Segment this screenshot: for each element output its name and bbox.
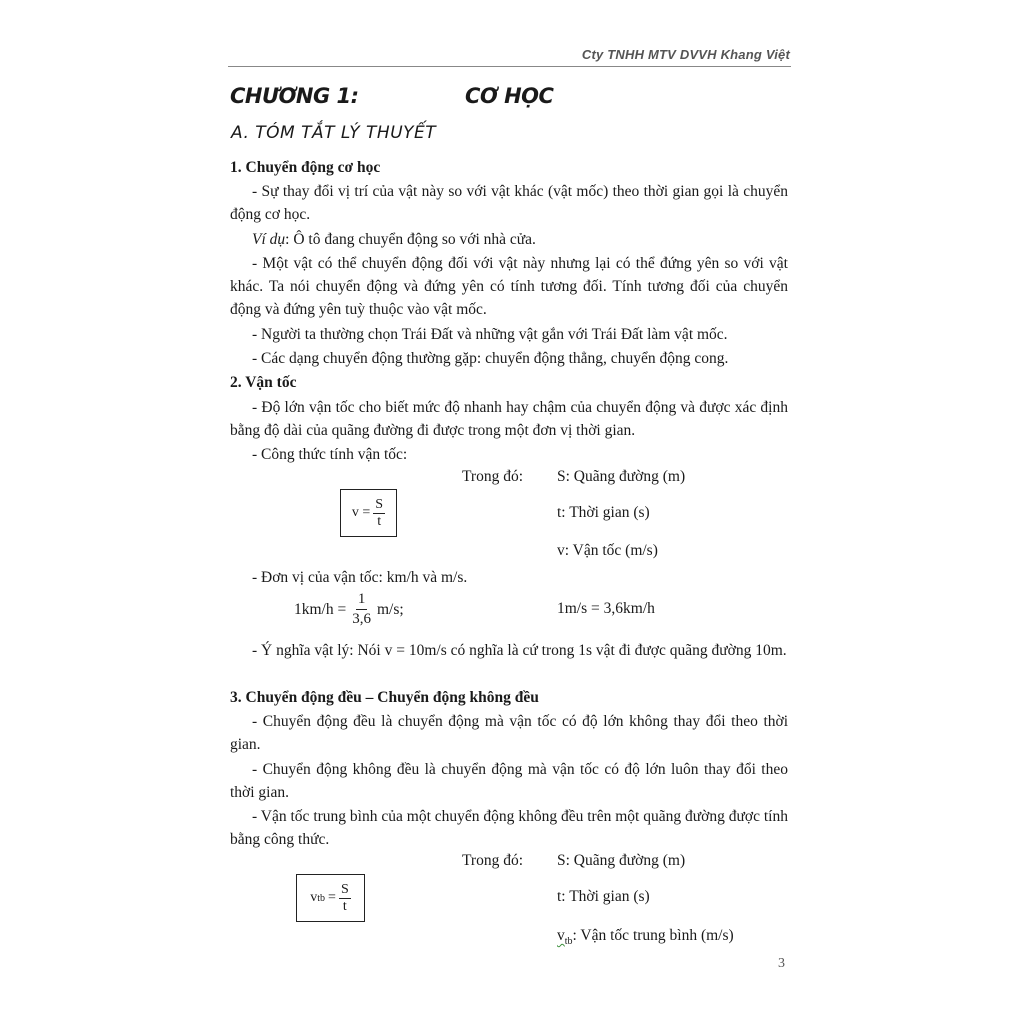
avg-velocity-formula-box — [296, 874, 365, 922]
avg-velocity-v: v — [557, 927, 565, 944]
velocity-formula-box — [340, 489, 397, 537]
conversion-kmh — [294, 590, 404, 629]
formula-lhs: v = — [351, 505, 371, 520]
avg-fraction-denominator: t — [342, 898, 347, 914]
s1-paragraph-2: - Một vật có thể chuyển động đối với vật này nhưng lại có thể đứng yên so với vật khác. Ta nói chuyển động và đứng yên có tính tương đối. Tính tương đối của chuyển động và đứng yên tuỳ thuộc vào vật mốc. — [230, 255, 788, 318]
section-a-title: A. TÓM TẮT LÝ THUYẾT — [231, 123, 437, 143]
s3-def-time: t: Thời gian (s) — [557, 888, 650, 905]
s2-paragraph-1: - Độ lớn vận tốc cho biết mức độ nhanh hay chậm của chuyển động và được xác định bằng độ dài của quãng đường đi được trong một đơn vị thời gian. — [230, 399, 788, 439]
avg-formula-eq: = — [328, 890, 336, 905]
avg-velocity-text: : Vận tốc trung bình (m/s) — [572, 927, 734, 944]
s3-paragraph-3: - Vận tốc trung bình của một chuyển động không đều trên một quãng đường được tính bằng công thức. — [230, 808, 788, 848]
s1-paragraph-3: - Người ta thường chọn Trái Đất và những vật gắn với Trái Đất làm vật mốc. — [252, 326, 728, 343]
s2-def-velocity: v: Vận tốc (m/s) — [557, 542, 658, 559]
s3-def-avg-velocity — [557, 927, 734, 947]
page-number: 3 — [778, 956, 785, 971]
avg-formula-fraction — [339, 882, 351, 915]
s2-where-label: Trong đó: — [462, 468, 524, 485]
example-text: : Ô tô đang chuyển động so với nhà cửa. — [285, 231, 536, 248]
s3-heading: 3. Chuyển động đều – Chuyển động không đều — [230, 689, 539, 706]
s1-heading: 1. Chuyển động cơ học — [230, 159, 381, 176]
fraction-numerator: S — [375, 496, 384, 512]
conversion-unit: m/s; — [376, 600, 404, 618]
avg-velocity-symbol — [557, 927, 573, 948]
avg-formula-v: v — [310, 890, 318, 905]
conversion-fraction — [350, 590, 373, 629]
publisher-header: Cty TNHH MTV DVVH Khang Việt — [581, 47, 790, 62]
example-label: Ví dụ — [252, 231, 286, 248]
header-rule — [228, 66, 791, 67]
s2-def-distance: S: Quãng đường (m) — [557, 468, 686, 485]
fraction-denominator: t — [377, 513, 382, 529]
s1-paragraph-1: - Sự thay đổi vị trí của vật này so với vật khác (vật mốc) theo thời gian gọi là chuyển động cơ học. — [230, 183, 788, 223]
s1-example — [230, 228, 788, 251]
avg-formula-sub: tb — [317, 892, 326, 904]
s3-where-label: Trong đó: — [462, 852, 524, 869]
conversion-numerator: 1 — [356, 590, 368, 610]
avg-fraction-numerator: S — [340, 881, 349, 897]
s2-paragraph-2: - Công thức tính vận tốc: — [252, 446, 408, 463]
s2-paragraph-4: - Ý nghĩa vật lý: Nói v = 10m/s có nghĩa là cứ trong 1s vật đi được quãng đường 10m. — [252, 642, 787, 659]
s3-def-distance: S: Quãng đường (m) — [557, 852, 686, 869]
s3-paragraph-1: - Chuyển động đều là chuyển động mà vận tốc có độ lớn không thay đổi theo thời gian. — [230, 713, 788, 753]
s3-paragraph-2: - Chuyển động không đều là chuyển động mà vận tốc có độ lớn luôn thay đổi theo thời gian. — [230, 761, 788, 801]
conversion-lhs: 1km/h = — [294, 600, 347, 618]
s2-paragraph-3: - Đơn vị của vận tốc: km/h và m/s. — [252, 569, 468, 586]
s2-heading: 2. Vận tốc — [230, 374, 297, 391]
s1-paragraph-4: - Các dạng chuyển động thường gặp: chuyển động thẳng, chuyển động cong. — [252, 350, 729, 367]
chapter-topic: CƠ HỌC — [465, 84, 554, 108]
chapter-label: CHƯƠNG 1: — [230, 84, 359, 108]
chapter-title — [230, 84, 554, 108]
conversion-ms: 1m/s = 3,6km/h — [557, 600, 655, 617]
avg-velocity-sub: tb — [564, 936, 573, 948]
s2-def-time: t: Thời gian (s) — [557, 504, 650, 521]
conversion-denominator: 3,6 — [352, 611, 371, 627]
formula-fraction — [373, 497, 385, 530]
